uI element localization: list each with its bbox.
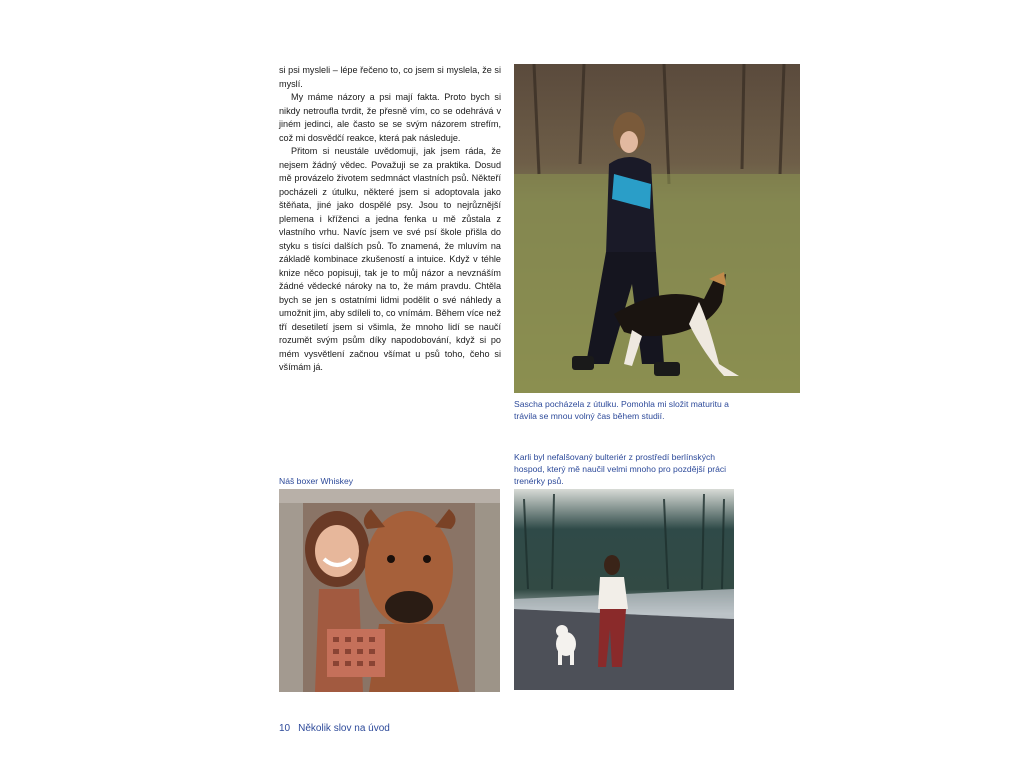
article-body — [279, 64, 501, 375]
caption-whiskey: Náš boxer Whiskey — [279, 476, 354, 486]
page-number: 10 — [279, 723, 291, 734]
page-footer — [279, 723, 390, 734]
photo-sascha — [514, 64, 800, 393]
paragraph: My máme názory a psi mají fakta. Proto bych si nikdy netroufla tvrdit, že přesně vím, co se odehrává v jiném jedinci, ale často se se svým názorem strefím, což mi dosvědčí reakce, která pak následuje. — [279, 92, 501, 143]
caption-sascha: Sascha pocházela z útulku. Pomohla mi složit maturitu a trávila se mnou volný čas během studií. — [514, 399, 729, 421]
photo-whiskey — [279, 489, 500, 692]
paragraph: Přitom si neustále uvědomuji, jak jsem ráda, že nejsem žádný vědec. Považuji se za praktika. Dosud mě provázelo životem sedmnáct vlastních psů. Někteří pocházeli z útulku, některé jsem si adoptovala jako štěňata, jiné jako dospělé psy. Jsou to nejrůznější plemena i kříženci a jedna fenka u mě zůstala z vlastního vrhu. Navíc jsem ve své psí škole přišla do styku s tisíci dalších psů. To znamená, že mluvím na základě kombinace zkušeností a intuice. Když v téhle knize něco popisuji, tak je to můj názor a nevznáším žádné vědecké nároky na to, že mám pravdu. Chtěla bych se jen s ostatními lidmi podělit o své náhledy a umožnit jim, aby sdíleli to, co vnímám. Během více než tří desetiletí jsem si všimla, že mnoho lidí se naučí rozumět svým psům díky napodobování, když si po mém vysvětlení začnou všímat u psů toho, čeho si všímám já. — [279, 146, 501, 372]
photo-karli — [514, 489, 734, 690]
caption-karli: Karli byl nefalšovaný bulteriér z prostředí berlínských hospod, který mě naučil velmi mnoho pro pozdější práci trenérky psů. — [514, 452, 727, 486]
section-title: Několik slov na úvod — [298, 723, 390, 734]
paragraph: si psi mysleli – lépe řečeno to, co jsem si myslela, že si myslí. — [279, 65, 501, 89]
